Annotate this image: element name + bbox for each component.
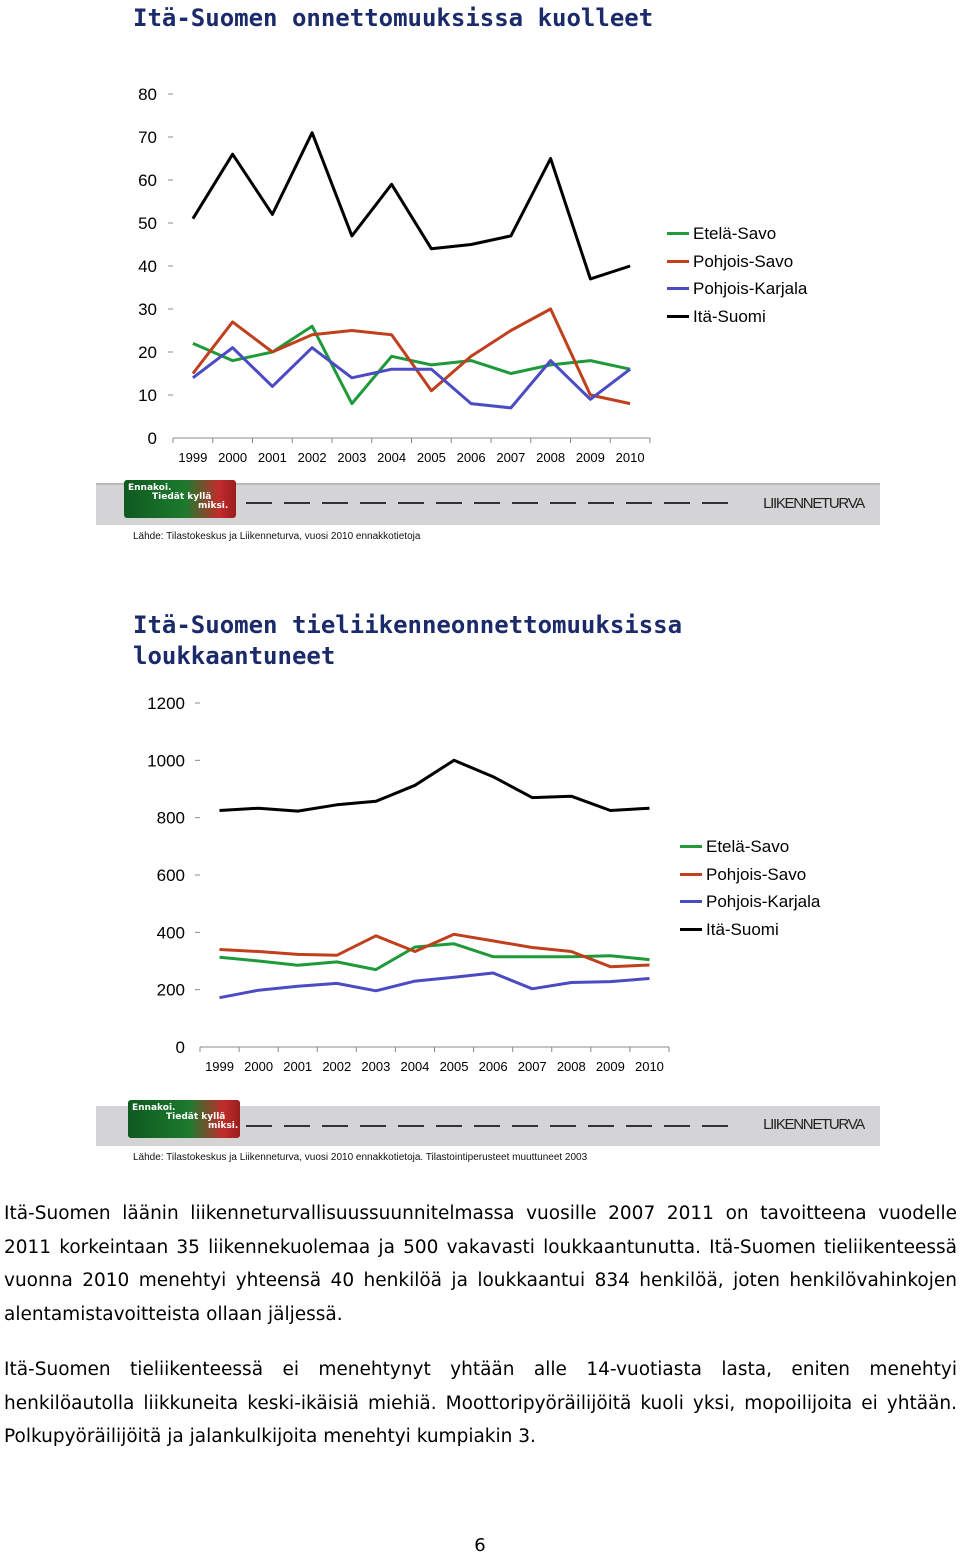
road-dash bbox=[664, 502, 690, 504]
road-dash bbox=[474, 502, 500, 504]
road-dash bbox=[664, 1125, 690, 1127]
legend-item bbox=[667, 220, 807, 248]
legend-label: Itä-Suomi bbox=[706, 919, 779, 939]
legend-label: Pohjois-Karjala bbox=[693, 279, 808, 298]
chart1 bbox=[0, 60, 960, 480]
x-tick-label: 2010 bbox=[634, 1059, 664, 1074]
x-tick-label: 2006 bbox=[478, 1059, 508, 1074]
x-tick-label: 2007 bbox=[496, 450, 526, 465]
legend-item bbox=[680, 888, 820, 916]
x-tick-label: 2007 bbox=[517, 1059, 547, 1074]
road-dash bbox=[550, 1125, 576, 1127]
y-tick-label: 20 bbox=[138, 343, 157, 362]
x-tick-label: 2001 bbox=[283, 1059, 313, 1074]
y-tick-label: 1200 bbox=[147, 694, 185, 713]
road-dash bbox=[284, 1125, 310, 1127]
road-dash bbox=[284, 502, 310, 504]
road-dash bbox=[588, 502, 614, 504]
road-dash bbox=[360, 1125, 386, 1127]
legend-label: Pohjois-Karjala bbox=[706, 892, 821, 911]
legend-label: Itä-Suomi bbox=[693, 306, 766, 326]
legend-label: Pohjois-Savo bbox=[693, 251, 794, 271]
x-tick-label: 2004 bbox=[377, 450, 407, 465]
x-tick-label: 2000 bbox=[218, 450, 248, 465]
road-dash bbox=[702, 1125, 728, 1127]
y-tick-label: 1000 bbox=[147, 751, 185, 771]
road-dash bbox=[322, 1125, 348, 1127]
page-number: 6 bbox=[474, 1535, 486, 1556]
y-tick-label: 600 bbox=[156, 866, 185, 885]
road-dash bbox=[512, 1125, 538, 1127]
road-dash bbox=[398, 502, 424, 504]
liikenneturva-banner-1 bbox=[96, 483, 880, 525]
chart1-legend bbox=[667, 220, 807, 330]
series-line-pohjois-karjala bbox=[193, 348, 630, 408]
road-dash bbox=[626, 502, 652, 504]
x-tick-label: 2003 bbox=[361, 1059, 391, 1074]
y-tick-label: 50 bbox=[138, 214, 157, 233]
road-dash bbox=[322, 502, 348, 504]
ennakoi-logo-2: Ennakoi. Tiedät kyllä miksi. bbox=[128, 1100, 240, 1138]
liikenneturva-brand: LIIKENNETURVA bbox=[763, 495, 864, 512]
legend-item bbox=[667, 248, 807, 276]
chart1-title: Itä-Suomen onnettomuuksissa kuolleet bbox=[133, 4, 654, 32]
x-tick-label: 2005 bbox=[416, 450, 446, 465]
x-tick-label: 2010 bbox=[615, 450, 645, 465]
source-note-1: Lähde: Tilastokeskus ja Liikenneturva, vuosi 2010 ennakkotietoja bbox=[133, 531, 421, 542]
road-dash bbox=[246, 502, 272, 504]
legend-swatch bbox=[667, 232, 689, 235]
x-tick-label: 2000 bbox=[244, 1059, 274, 1074]
series-line-pohjois-savo bbox=[220, 934, 650, 966]
legend-swatch bbox=[680, 928, 702, 931]
chart2-legend bbox=[680, 833, 820, 943]
chart2-title-line2: loukkaantuneet bbox=[133, 642, 336, 670]
x-tick-label: 2002 bbox=[322, 1059, 352, 1074]
liikenneturva-banner-2 bbox=[96, 1103, 880, 1146]
x-tick-label: 2008 bbox=[556, 1059, 586, 1074]
x-tick-label: 2004 bbox=[400, 1059, 430, 1074]
source-note-2: Lähde: Tilastokeskus ja Liikenneturva, vuosi 2010 ennakkotietoja. Tilastointiperusteet muuttuneet 2003 bbox=[133, 1152, 588, 1163]
road-dash bbox=[702, 502, 728, 504]
x-tick-label: 2001 bbox=[257, 450, 287, 465]
x-tick-label: 1999 bbox=[178, 450, 208, 465]
legend-swatch bbox=[680, 845, 702, 848]
legend-item bbox=[680, 916, 820, 944]
paragraph-1: Itä-Suomen läänin liikenneturvallisuussuunnitelmassa vuosille 2007 2011 on tavoitteena vuodelle 2011 korkeintaan 35 liikennekuolemaa ja 500 vakavasti loukkaantunutta. Itä-Suomen tieliikenteessä vuonna 2010 menehtyi yhteensä 40 henkilöä ja loukkaantui 834 henkilöä, joten henkilövahinkojen alentamistavoitteista ollaan jäljessä. bbox=[4, 1203, 957, 1325]
y-tick-label: 80 bbox=[138, 85, 157, 104]
legend-swatch bbox=[667, 260, 689, 263]
x-tick-label: 2002 bbox=[297, 450, 327, 465]
series-line-it-suomi bbox=[220, 760, 650, 811]
road-dash bbox=[550, 502, 576, 504]
y-tick-label: 800 bbox=[156, 808, 185, 828]
road-dash bbox=[474, 1125, 500, 1127]
road-dash bbox=[588, 1125, 614, 1127]
x-tick-label: 2009 bbox=[595, 1059, 625, 1074]
x-tick-label: 2006 bbox=[456, 450, 486, 465]
chart2-title-line1: Itä-Suomen tieliikenneonnettomuuksissa bbox=[133, 611, 683, 639]
legend-swatch bbox=[680, 873, 702, 876]
y-tick-label: 40 bbox=[138, 257, 157, 276]
y-tick-label: 30 bbox=[138, 300, 157, 319]
x-tick-label: 2005 bbox=[439, 1059, 469, 1074]
road-dash bbox=[436, 1125, 462, 1127]
legend-swatch bbox=[680, 900, 702, 903]
road-dash bbox=[626, 1125, 652, 1127]
legend-item bbox=[680, 833, 820, 861]
road-dash bbox=[398, 1125, 424, 1127]
y-tick-label: 60 bbox=[138, 171, 157, 190]
legend-item bbox=[680, 861, 820, 889]
paragraph-2: Itä-Suomen tieliikenteessä ei menehtynyt yhtään alle 14-vuotiasta lasta, eniten menehtyi henkilöautolla liikkuneita keski-ikäisiä miehiä. Moottoripyöräilijöitä kuoli yksi, mopoilijoita ei yhtään. Polkupyöräilijöitä ja jalankulkijoita menehtyi kumpiakin 3. bbox=[4, 1359, 957, 1447]
y-tick-label: 10 bbox=[138, 386, 157, 405]
legend-label: Etelä-Savo bbox=[693, 224, 777, 243]
y-tick-label: 0 bbox=[147, 429, 157, 448]
x-tick-label: 1999 bbox=[205, 1059, 235, 1074]
legend-swatch bbox=[667, 287, 689, 290]
legend-label: Etelä-Savo bbox=[706, 837, 790, 856]
x-tick-label: 2009 bbox=[575, 450, 605, 465]
y-tick-label: 0 bbox=[175, 1038, 185, 1057]
ennakoi-logo: Ennakoi. Tiedät kyllä miksi. bbox=[124, 480, 236, 518]
road-dash bbox=[512, 502, 538, 504]
legend-label: Pohjois-Savo bbox=[706, 864, 807, 884]
road-dash bbox=[360, 502, 386, 504]
liikenneturva-brand-2: LIIKENNETURVA bbox=[763, 1116, 864, 1133]
legend-item bbox=[667, 303, 807, 331]
y-tick-label: 70 bbox=[138, 128, 157, 147]
x-tick-label: 2003 bbox=[337, 450, 367, 465]
legend-item bbox=[667, 275, 807, 303]
road-dash bbox=[436, 502, 462, 504]
y-tick-label: 400 bbox=[156, 923, 185, 943]
series-line-pohjois-karjala bbox=[220, 973, 650, 998]
y-tick-label: 200 bbox=[156, 980, 185, 1000]
series-line-it-suomi bbox=[193, 133, 630, 279]
road-dash bbox=[246, 1125, 272, 1127]
legend-swatch bbox=[667, 315, 689, 318]
x-tick-label: 2008 bbox=[536, 450, 566, 465]
